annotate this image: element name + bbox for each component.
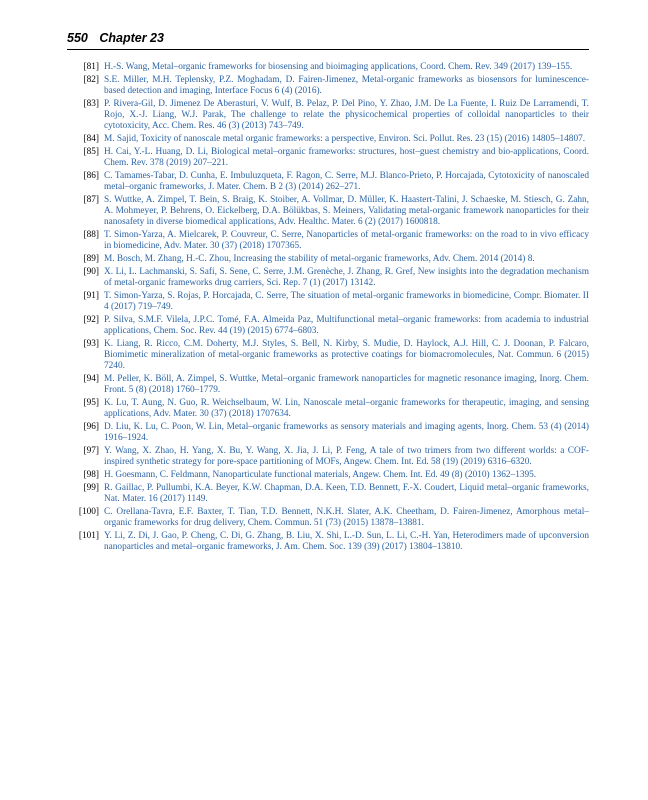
page-number: 550 [67, 31, 88, 45]
reference-item [67, 254, 589, 265]
reference-link[interactable]: M. Sajid, Toxicity of nanoscale metal organic frameworks: a perspective, Environ. Sci. Pollut. Res. 23 (15) (2016) 14805–14807. [104, 134, 586, 144]
reference-number: [97] [83, 446, 99, 456]
reference-number: [95] [83, 398, 99, 408]
reference-number: [86] [83, 170, 99, 181]
reference-link[interactable]: C. Tamames-Tabar, D. Cunha, E. Imbuluzqueta, F. Ragon, C. Serre, M.J. Blanco-Prieto, P. Horcajada, Cytotoxicity of nanoscaled metal–organic frameworks, J. Mater. Chem. B 2 (3) (2014) 262–271. [104, 170, 589, 192]
reference-number: [83] [83, 98, 99, 109]
reference-link[interactable]: Y. Wang, X. Zhao, H. Yang, X. Bu, Y. Wang, X. Jia, J. Li, P. Feng, A tale of two trimers from two different worlds: a COF-inspired synthetic strategy for pore-space partitioning of MOFs, Angew. Chem. Int. Ed. 58 (19) (2019) 6316–6320. [104, 446, 589, 468]
reference-link[interactable]: H. Cai, Y.-L. Huang, D. Li, Biological metal–organic frameworks: structures, host–guest chemistry and bio-applications, Coord. Chem. Rev. 378 (2019) 207–221. [104, 146, 589, 168]
reference-item [67, 374, 589, 397]
reference-item [67, 507, 589, 530]
reference-item [67, 230, 589, 253]
reference-number: [82] [83, 74, 99, 85]
running-head [67, 30, 589, 50]
reference-link[interactable]: K. Liang, R. Ricco, C.M. Doherty, M.J. Styles, S. Bell, N. Kirby, S. Mudie, D. Haylock, A.J. Hill, C. J. Doonan, P. Falcaro, Biomimetic mineralization of metal-organic frameworks as protective coatings for biomacromolecules, Nat. Commun. 6 (2015) 7240. [104, 338, 589, 372]
reference-link[interactable]: C. Orellana-Tavra, E.F. Baxter, T. Tian, T.D. Bennett, N.K.H. Slater, A.K. Cheetham, D. Fairen-Jimenez, Amorphous metal–organic frameworks for drug delivery, Chem. Commun. 51 (73) (2015) 13878–13881. [104, 506, 589, 528]
reference-link[interactable]: M. Peller, K. Böll, A. Zimpel, S. Wuttke, Metal–organic framework nanoparticles for magnetic resonance imaging, Inorg. Chem. Front. 5 (8) (2018) 1760–1779. [104, 374, 589, 396]
reference-list [67, 62, 589, 555]
reference-link[interactable]: M. Bosch, M. Zhang, H.-C. Zhou, Increasing the stability of metal-organic frameworks, Adv. Chem. 2014 (2014) 8. [104, 254, 535, 264]
reference-item [67, 171, 589, 194]
reference-link[interactable]: H.-S. Wang, Metal–organic frameworks for biosensing and bioimaging applications, Coord. Chem. Rev. 349 (2017) 139–155. [104, 62, 573, 72]
reference-item [67, 62, 589, 73]
reference-link[interactable]: P. Silva, S.M.F. Vilela, J.P.C. Tomé, F.A. Almeida Paz, Multifunctional metal–organic frameworks: from academia to industrial applications, Chem. Soc. Rev. 44 (19) (2015) 6774–6803. [104, 314, 589, 336]
reference-item [67, 99, 589, 133]
reference-item [67, 339, 589, 373]
reference-link[interactable]: T. Simon-Yarza, A. Mielcarek, P. Couvreur, C. Serre, Nanoparticles of metal-organic frameworks: on the road to in vivo efficacy in biomedicine, Adv. Mater. 30 (37) (2018) 1707365. [104, 230, 589, 252]
reference-item [67, 315, 589, 338]
reference-link[interactable]: H. Goesmann, C. Feldmann, Nanoparticulate functional materials, Angew. Chem. Int. Ed. 49 (8) (2010) 1362–1395. [104, 470, 537, 480]
reference-number: [91] [83, 290, 99, 301]
reference-link[interactable]: Y. Li, Z. Di, J. Gao, P. Cheng, C. Di, G. Zhang, B. Liu, X. Shi, L.-D. Sun, L. Li, C.-H. Yan, Heterodimers made of upconversion nanoparticles and metal–organic frameworks, J. Am. Chem. Soc. 139 (39) (2017) 13804–13810. [104, 530, 589, 552]
chapter-title: Chapter 23 [99, 31, 164, 45]
reference-item [67, 147, 589, 170]
reference-item [67, 531, 589, 554]
reference-number: [85] [83, 146, 99, 157]
reference-link[interactable]: S. Wuttke, A. Zimpel, T. Bein, S. Braig, K. Stoiber, A. Vollmar, D. Müller, K. Haastert-Talini, J. Schaeske, M. Stiesch, G. Zahn, A. Mohmeyer, P. Behrens, O. Eickelberg, D.A. Bölükbas, S. Meiners, Validating metal-organic framework nanoparticles for their nanosafety in diverse biomedical applications, Adv. Healthc. Mater. 6 (2) (2017) 1600818. [104, 194, 589, 228]
reference-item [67, 483, 589, 506]
reference-number: [101] [78, 530, 99, 541]
reference-item [67, 422, 589, 445]
reference-number: [94] [83, 374, 99, 384]
reference-link[interactable]: T. Simon-Yarza, S. Rojas, P. Horcajada, C. Serre, The situation of metal-organic frameworks in biomedicine, Compr. Biomater. II 4 (2017) 719–749. [104, 290, 589, 312]
header-rule [67, 49, 589, 50]
reference-link[interactable]: P. Rivera-Gil, D. Jimenez De Aberasturi, V. Wulf, B. Pelaz, P. Del Pino, Y. Zhao, J.M. De La Fuente, I. Ruiz De Larramendi, T. Rojo, X.-J. Liang, W.J. Parak, The challenge to relate the physicochemical properties of colloidal nanoparticles to their cytotoxicity, Acc. Chem. Res. 46 (3) (2013) 743–749. [104, 98, 589, 132]
reference-link[interactable]: X. Li, L. Lachmanski, S. Safi, S. Sene, C. Serre, J.M. Grenèche, J. Zhang, R. Gref, New insights into the degradation mechanism of metal-organic frameworks drug carriers, Sci. Rep. 7 (1) (2017) 13142. [104, 266, 589, 288]
reference-link[interactable]: D. Liu, K. Lu, C. Poon, W. Lin, Metal–organic frameworks as sensory materials and imaging agents, Inorg. Chem. 53 (4) (2014) 1916–1924. [104, 422, 589, 444]
reference-link[interactable]: S.E. Miller, M.H. Teplensky, P.Z. Moghadam, D. Fairen-Jimenez, Metal-organic frameworks as biosensors for luminescence-based detection and imaging, Interface Focus 6 (4) (2016). [104, 74, 589, 96]
reference-item [67, 446, 589, 469]
reference-link[interactable]: R. Gaillac, P. Pullumbi, K.A. Beyer, K.W. Chapman, D.A. Keen, T.D. Bennett, F.-X. Coudert, Liquid metal–organic frameworks, Nat. Mater. 16 (2017) 1149. [104, 482, 589, 504]
reference-number: [93] [83, 338, 99, 349]
reference-number: [81] [83, 62, 99, 72]
reference-item [67, 267, 589, 290]
reference-item [67, 398, 589, 421]
reference-number: [89] [83, 254, 99, 264]
reference-number: [96] [83, 422, 99, 432]
reference-number: [92] [83, 314, 99, 325]
reference-number: [88] [83, 230, 99, 240]
reference-number: [98] [83, 470, 99, 480]
reference-number: [84] [83, 134, 99, 144]
reference-number: [87] [83, 194, 99, 205]
reference-item [67, 195, 589, 229]
reference-number: [99] [83, 482, 99, 493]
reference-item [67, 75, 589, 98]
reference-number: [90] [83, 266, 99, 277]
reference-number: [100] [78, 506, 99, 517]
reference-link[interactable]: K. Lu, T. Aung, N. Guo, R. Weichselbaum, W. Lin, Nanoscale metal–organic frameworks for therapeutic, imaging, and sensing applications, Adv. Mater. 30 (37) (2018) 1707634. [104, 398, 589, 420]
reference-item [67, 134, 589, 145]
reference-item [67, 291, 589, 314]
reference-item [67, 470, 589, 481]
